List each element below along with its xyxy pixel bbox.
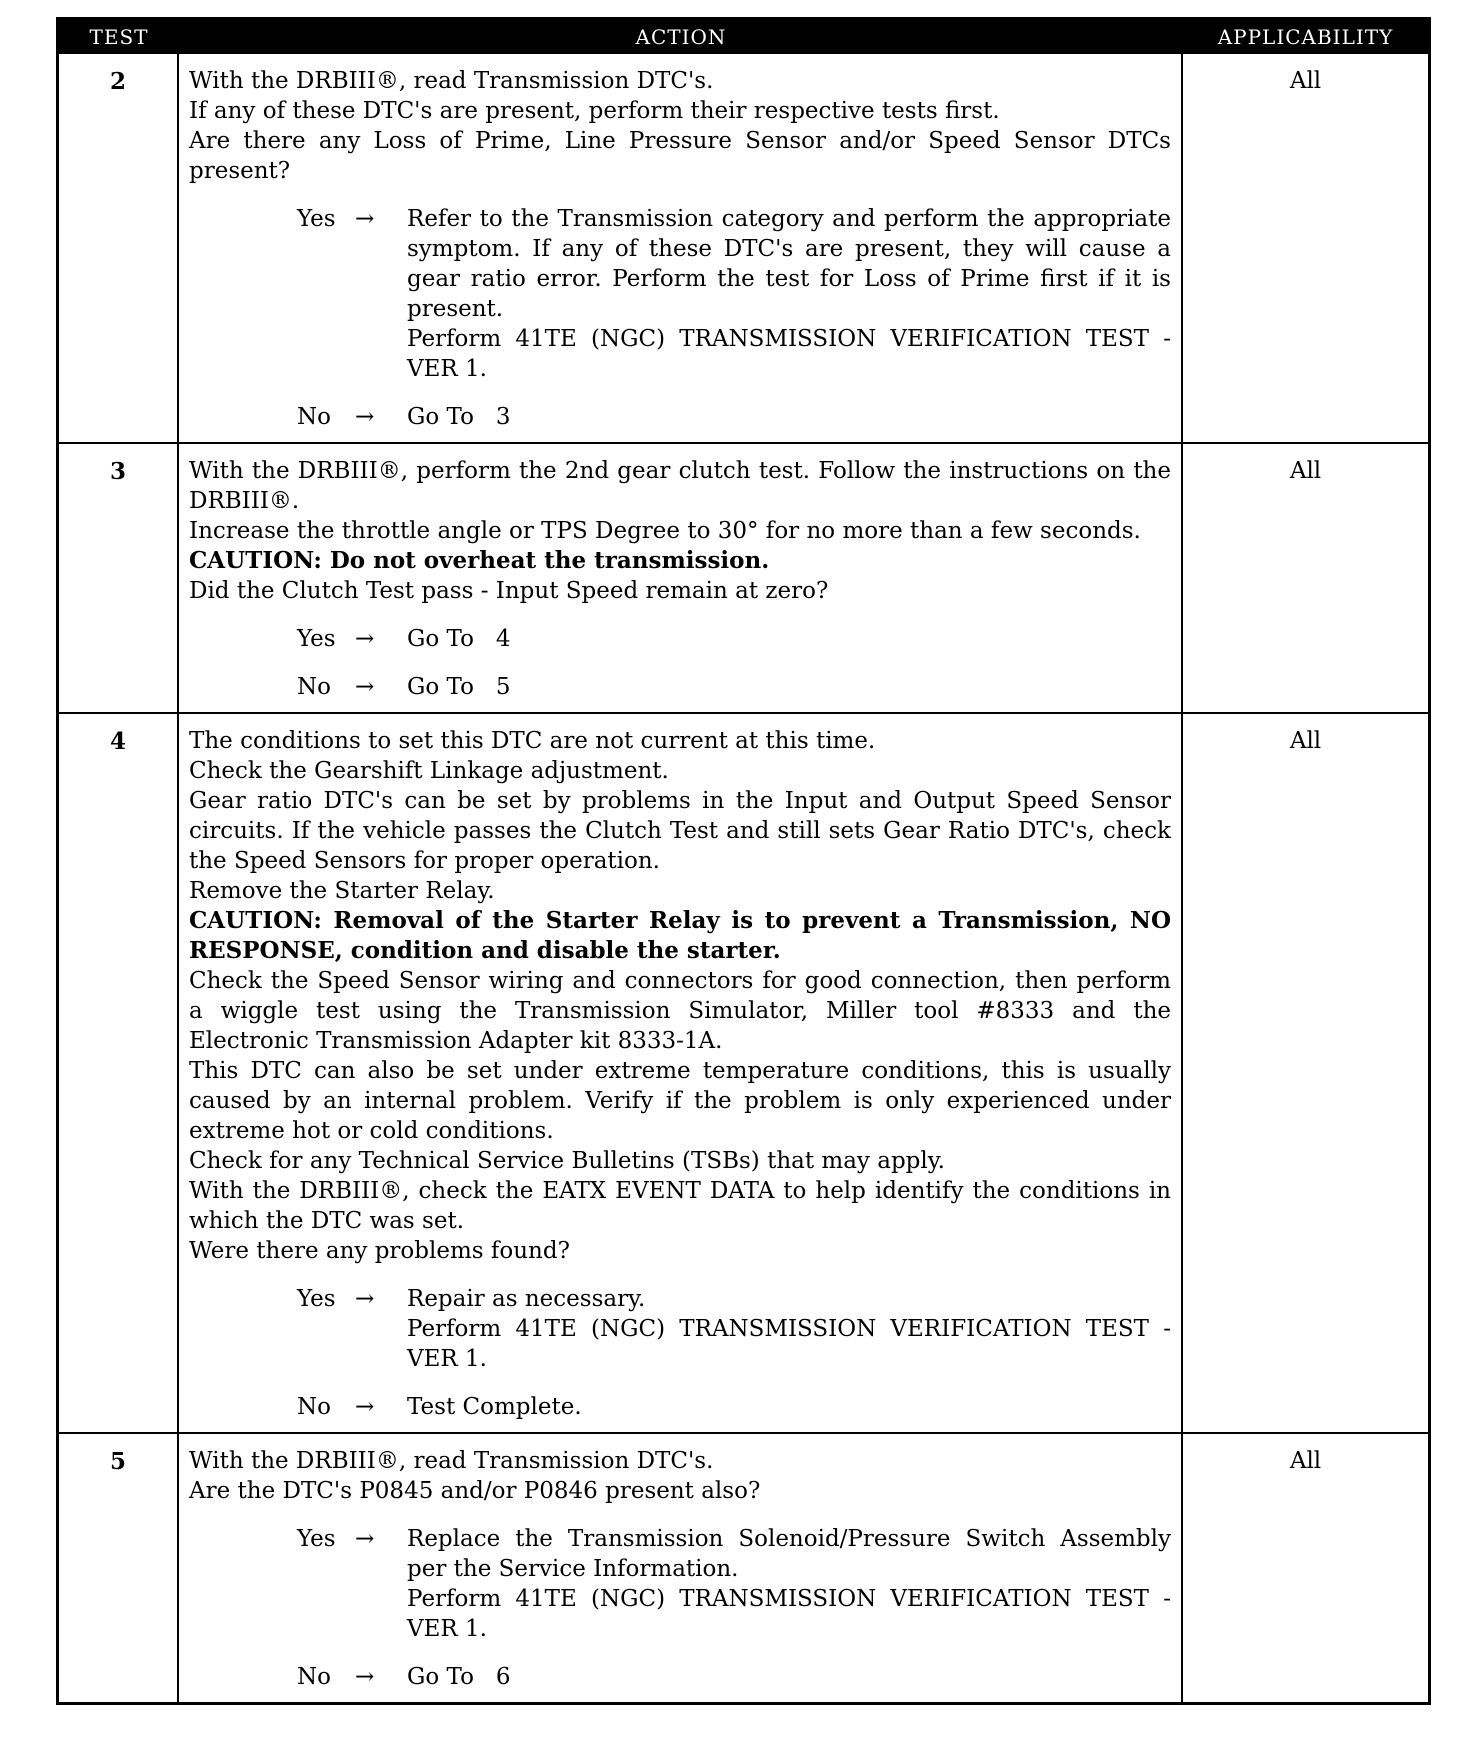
result-text: Go To 3 xyxy=(407,404,511,430)
yes-branch-result xyxy=(407,1524,1179,1644)
caution-text: CAUTION: Do not overheat the transmission. xyxy=(189,547,770,574)
test-number: 4 xyxy=(59,714,179,1432)
action-text: With the DRBIII®, read Transmission DTC's. xyxy=(189,68,714,94)
result-text: Refer to the Transmission category and perform the appropriate symptom. If any of these DTC's are present, they will cause a gear ratio error. Perform the test for Loss of Prime first if it is present. xyxy=(407,206,1179,322)
no-branch-label: No xyxy=(297,1664,331,1690)
result-text: Replace the Transmission Solenoid/Pressure Switch Assembly per the Service Information. xyxy=(407,1526,1179,1582)
arrow-right-icon: → xyxy=(355,1286,375,1312)
no-branch-label: No xyxy=(297,674,331,700)
table-row xyxy=(59,1432,1428,1702)
arrow-right-icon: → xyxy=(355,626,375,652)
table-header xyxy=(59,20,1428,54)
header-test: TEST xyxy=(89,25,149,49)
result-text: Repair as necessary. xyxy=(407,1286,646,1312)
result-text: Perform 41TE (NGC) TRANSMISSION VERIFICATION TEST - VER 1. xyxy=(407,1316,1179,1372)
action-cell xyxy=(179,714,1183,1432)
no-branch-result xyxy=(407,1662,1171,1692)
result-text: Go To 4 xyxy=(407,626,511,652)
applicability-cell: All xyxy=(1289,1448,1322,1474)
no-branch xyxy=(297,1392,1171,1422)
yes-branch-label: Yes xyxy=(297,1526,336,1552)
action-text: Check for any Technical Service Bulletins (TSBs) that may apply. xyxy=(189,1148,945,1174)
result-text: Go To 5 xyxy=(407,674,511,700)
no-branch-result xyxy=(407,672,1171,702)
yes-branch xyxy=(297,1524,1179,1644)
diagnostic-table xyxy=(56,17,1431,1705)
action-text: Gear ratio DTC's can be set by problems in the Input and Output Speed Sensor circuits. If the vehicle passes the Clutch Test and still sets Gear Ratio DTC's, check the Speed Sensors for proper operation. xyxy=(189,788,1171,874)
yes-branch xyxy=(297,204,1179,384)
yes-branch-result xyxy=(407,204,1179,384)
table-body xyxy=(59,54,1428,1702)
arrow-right-icon: → xyxy=(355,1664,375,1690)
arrow-right-icon: → xyxy=(355,1526,375,1552)
no-branch-label: No xyxy=(297,404,331,430)
action-text: With the DRBIII®, check the EATX EVENT DATA to help identify the conditions in which the DTC was set. xyxy=(189,1178,1171,1234)
action-cell xyxy=(179,444,1183,712)
no-branch-result xyxy=(407,1392,1171,1422)
no-branch-result xyxy=(407,402,1171,432)
action-text: Remove the Starter Relay. xyxy=(189,878,495,904)
no-branch xyxy=(297,402,1171,432)
table-row xyxy=(59,54,1428,442)
arrow-right-icon: → xyxy=(355,206,375,232)
table-row xyxy=(59,442,1428,712)
test-number: 2 xyxy=(59,54,179,442)
yes-branch-label: Yes xyxy=(297,626,336,652)
action-text: Check the Gearshift Linkage adjustment. xyxy=(189,758,669,784)
table-row xyxy=(59,712,1428,1432)
yes-branch-label: Yes xyxy=(297,1286,336,1312)
yes-branch-result xyxy=(407,1284,1179,1374)
yes-branch xyxy=(297,1284,1179,1374)
yes-branch-result xyxy=(407,624,1171,654)
applicability-cell: All xyxy=(1289,458,1322,484)
arrow-right-icon: → xyxy=(355,1394,375,1420)
header-action: ACTION xyxy=(635,25,727,49)
action-text: The conditions to set this DTC are not current at this time. xyxy=(189,728,876,754)
action-text: Check the Speed Sensor wiring and connectors for good connection, then perform a wiggle test using the Transmission Simulator, Miller tool #8333 and the Electronic Transmission Adapter kit 8333-1A. xyxy=(189,968,1171,1054)
yes-branch-label: Yes xyxy=(297,206,336,232)
action-text: With the DRBIII®, read Transmission DTC's. xyxy=(189,1448,714,1474)
header-applicability: APPLICABILITY xyxy=(1217,25,1394,49)
action-text: Did the Clutch Test pass - Input Speed remain at zero? xyxy=(189,578,829,604)
test-number: 3 xyxy=(59,444,179,712)
no-branch-label: No xyxy=(297,1394,331,1420)
result-text: Go To 6 xyxy=(407,1664,511,1690)
applicability-cell: All xyxy=(1289,68,1322,94)
yes-branch xyxy=(297,624,1171,654)
action-text: Are the DTC's P0845 and/or P0846 present also? xyxy=(189,1478,761,1504)
action-text: This DTC can also be set under extreme temperature conditions, this is usually caused by an internal problem. Verify if the problem is only experienced under extreme hot or cold conditions. xyxy=(189,1058,1171,1144)
no-branch xyxy=(297,672,1171,702)
result-text: Test Complete. xyxy=(407,1394,582,1420)
caution-text: CAUTION: Removal of the Starter Relay is to prevent a Transmission, NO RESPONSE, condition and disable the starter. xyxy=(189,907,1171,964)
arrow-right-icon: → xyxy=(355,404,375,430)
action-text: Increase the throttle angle or TPS Degree to 30° for no more than a few seconds. xyxy=(189,518,1141,544)
action-text: Are there any Loss of Prime, Line Pressure Sensor and/or Speed Sensor DTCs present? xyxy=(189,128,1171,184)
arrow-right-icon: → xyxy=(355,674,375,700)
result-text: Perform 41TE (NGC) TRANSMISSION VERIFICATION TEST - VER 1. xyxy=(407,326,1179,382)
no-branch xyxy=(297,1662,1171,1692)
applicability-cell: All xyxy=(1289,728,1322,754)
action-text: With the DRBIII®, perform the 2nd gear clutch test. Follow the instructions on the DRBIII®. xyxy=(189,458,1171,514)
action-text: If any of these DTC's are present, perform their respective tests first. xyxy=(189,98,1000,124)
result-text: Perform 41TE (NGC) TRANSMISSION VERIFICATION TEST - VER 1. xyxy=(407,1586,1179,1642)
action-text: Were there any problems found? xyxy=(189,1238,570,1264)
test-number: 5 xyxy=(59,1434,179,1702)
action-cell xyxy=(179,54,1183,442)
action-cell xyxy=(179,1434,1183,1702)
